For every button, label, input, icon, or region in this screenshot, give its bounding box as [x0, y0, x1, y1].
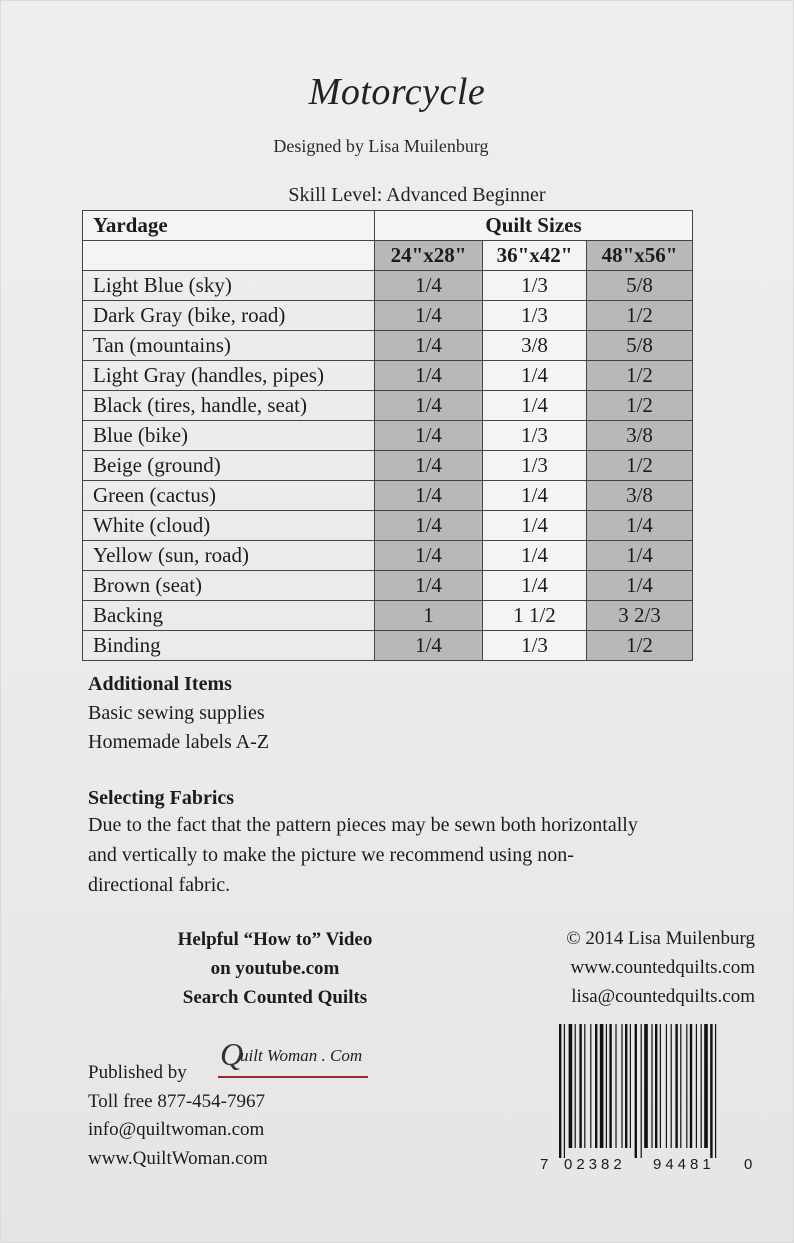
- yardage-table: [82, 210, 693, 661]
- additional-items-heading: Additional Items: [88, 673, 232, 695]
- yardage-value: 1 1/2: [483, 601, 587, 631]
- help-line: on youtube.com: [210, 958, 340, 979]
- yardage-value: 1/4: [375, 391, 483, 421]
- barcode-bar: [666, 1024, 667, 1148]
- barcode-bar: [671, 1024, 672, 1148]
- fabric-label: Backing: [83, 601, 375, 631]
- barcode-digit: 7: [540, 1156, 549, 1173]
- barcode-bar: [621, 1024, 622, 1148]
- barcode-bar: [655, 1024, 657, 1148]
- yardage-value: 1/2: [587, 631, 693, 661]
- yardage-value: 1/4: [375, 571, 483, 601]
- video-help: [120, 925, 430, 1012]
- fabric-label: Yellow (sun, road): [83, 541, 375, 571]
- publisher-email[interactable]: info@quiltwoman.com: [88, 1119, 265, 1140]
- barcode-bar: [704, 1024, 708, 1148]
- yardage-value: 1/2: [587, 301, 693, 331]
- yardage-value: 1/4: [375, 361, 483, 391]
- barcode-bar: [609, 1024, 611, 1148]
- yardage-value: 1/4: [483, 541, 587, 571]
- yardage-value: 3/8: [587, 421, 693, 451]
- barcode-bar: [590, 1024, 591, 1148]
- yardage-value: 3/8: [587, 481, 693, 511]
- quiltwoman-logo: [218, 1038, 388, 1086]
- table-row: [83, 571, 693, 601]
- table-row: [83, 391, 693, 421]
- yardage-header: Yardage: [83, 211, 375, 241]
- barcode-bar: [584, 1024, 585, 1148]
- table-row: [83, 601, 693, 631]
- table-header-row: [83, 211, 693, 241]
- yardage-value: 1/2: [587, 361, 693, 391]
- copyright-block: [475, 924, 755, 1011]
- barcode-bar: [710, 1024, 712, 1158]
- barcode-bar: [635, 1024, 637, 1158]
- barcode-bar: [625, 1024, 627, 1148]
- size-header: 36"x42": [483, 241, 587, 271]
- table-row: [83, 331, 693, 361]
- yardage-value: 1/4: [375, 631, 483, 661]
- yardage-value: 1/4: [375, 481, 483, 511]
- selecting-fabrics-text: [88, 810, 768, 900]
- barcode-bar: [615, 1024, 616, 1148]
- barcode-bar: [606, 1024, 607, 1148]
- logo-text: uilt Woman . Com: [240, 1046, 363, 1065]
- help-line: Search Counted Quilts: [182, 987, 368, 1008]
- barcode-bar: [569, 1024, 573, 1148]
- yardage-value: 1: [375, 601, 483, 631]
- yardage-value: 1/4: [375, 511, 483, 541]
- website-link[interactable]: www.countedquilts.com: [570, 957, 755, 978]
- barcode-bar: [644, 1024, 648, 1148]
- yardage-value: 1/4: [375, 541, 483, 571]
- table-row: [83, 631, 693, 661]
- yardage-value: 1/3: [483, 451, 587, 481]
- additional-item: Basic sewing supplies: [88, 702, 265, 724]
- table-row: [83, 301, 693, 331]
- selecting-fabrics-heading: Selecting Fabrics: [88, 787, 235, 809]
- yardage-rows: [83, 271, 693, 661]
- barcode-digit: 02382: [564, 1156, 626, 1173]
- published-by-label: Published by: [88, 1062, 187, 1083]
- table-row: [83, 481, 693, 511]
- phone-number: Toll free 877-454-7967: [88, 1091, 266, 1112]
- yardage-value: 1/4: [483, 511, 587, 541]
- barcode-bar: [575, 1024, 576, 1148]
- barcode-bar: [696, 1024, 697, 1148]
- yardage-value: 1/4: [587, 571, 693, 601]
- quilt-sizes-header: Quilt Sizes: [375, 211, 693, 241]
- barcode-bar: [680, 1024, 681, 1148]
- designer-credit: Designed by Lisa Muilenburg: [273, 136, 489, 156]
- yardage-value: 1/4: [375, 301, 483, 331]
- yardage-value: 1/4: [375, 421, 483, 451]
- help-line: Helpful “How to” Video: [177, 929, 373, 950]
- yardage-value: 1/3: [483, 271, 587, 301]
- yardage-value: 1/3: [483, 631, 587, 661]
- yardage-value: 1/4: [375, 331, 483, 361]
- yardage-value: 1/4: [483, 571, 587, 601]
- barcode-bar: [595, 1024, 597, 1148]
- barcode-bar: [701, 1024, 702, 1148]
- additional-item: Homemade labels A-Z: [88, 731, 270, 753]
- fabric-label: Brown (seat): [83, 571, 375, 601]
- yardage-value: 1/4: [375, 451, 483, 481]
- fabric-label: Binding: [83, 631, 375, 661]
- yardage-value: 1/4: [375, 271, 483, 301]
- barcode-bar: [675, 1024, 677, 1148]
- barcode-bar: [559, 1024, 561, 1158]
- barcode-bar: [564, 1024, 565, 1158]
- barcode-bar: [686, 1024, 687, 1148]
- fabric-label: White (cloud): [83, 511, 375, 541]
- yardage-value: 1/3: [483, 301, 587, 331]
- barcode-digit: 0: [744, 1156, 753, 1173]
- table-row: [83, 541, 693, 571]
- paragraph-line: directional fabric.: [88, 874, 231, 896]
- yardage-value: 1/4: [483, 361, 587, 391]
- yardage-value: 1/3: [483, 421, 587, 451]
- table-row: [83, 361, 693, 391]
- yardage-value: 1/4: [587, 541, 693, 571]
- fabric-label: Light Blue (sky): [83, 271, 375, 301]
- fabric-label: Tan (mountains): [83, 331, 375, 361]
- barcode-bar: [641, 1024, 642, 1158]
- fabric-label: Black (tires, handle, seat): [83, 391, 375, 421]
- barcode-bar: [715, 1024, 716, 1158]
- upc-barcode: [551, 1018, 751, 1178]
- yardage-value: 1/2: [587, 391, 693, 421]
- fabric-label: Beige (ground): [83, 451, 375, 481]
- fabric-label: Green (cactus): [83, 481, 375, 511]
- barcode-bar: [600, 1024, 604, 1148]
- publisher-website[interactable]: www.QuiltWoman.com: [88, 1148, 268, 1169]
- table-row: [83, 511, 693, 541]
- fabric-label: Dark Gray (bike, road): [83, 301, 375, 331]
- table-row: [83, 421, 693, 451]
- email-link[interactable]: lisa@countedquilts.com: [571, 986, 755, 1007]
- table-row: [83, 271, 693, 301]
- yardage-value: 3 2/3: [587, 601, 693, 631]
- fabric-label: Light Gray (handles, pipes): [83, 361, 375, 391]
- logo-underline: [218, 1076, 368, 1078]
- yardage-value: 3/8: [483, 331, 587, 361]
- barcode-digit: 94481: [653, 1156, 715, 1173]
- yardage-value: 5/8: [587, 271, 693, 301]
- blank-header-cell: [83, 241, 375, 271]
- table-row: [83, 451, 693, 481]
- barcode-bar: [690, 1024, 692, 1148]
- yardage-value: 1/4: [587, 511, 693, 541]
- paragraph-line: and vertically to make the picture we recommend using non-: [88, 844, 574, 866]
- fabric-label: Blue (bike): [83, 421, 375, 451]
- barcode-bar: [651, 1024, 652, 1148]
- size-header: 48"x56": [587, 241, 693, 271]
- logo-initial: Q: [220, 1036, 244, 1072]
- barcode-bar: [579, 1024, 581, 1148]
- barcode-bar: [630, 1024, 631, 1148]
- sizes-header-row: [83, 241, 693, 271]
- yardage-value: 1/2: [587, 451, 693, 481]
- copyright-line: © 2014 Lisa Muilenburg: [566, 928, 755, 949]
- skill-level: Skill Level: Advanced Beginner: [288, 184, 546, 206]
- pattern-title: Motorcycle: [308, 71, 486, 113]
- yardage-value: 1/4: [483, 391, 587, 421]
- size-header: 24"x28": [375, 241, 483, 271]
- yardage-value: 1/4: [483, 481, 587, 511]
- yardage-value: 5/8: [587, 331, 693, 361]
- paragraph-line: Due to the fact that the pattern pieces may be sewn both horizontally: [88, 814, 638, 836]
- barcode-bar: [660, 1024, 661, 1148]
